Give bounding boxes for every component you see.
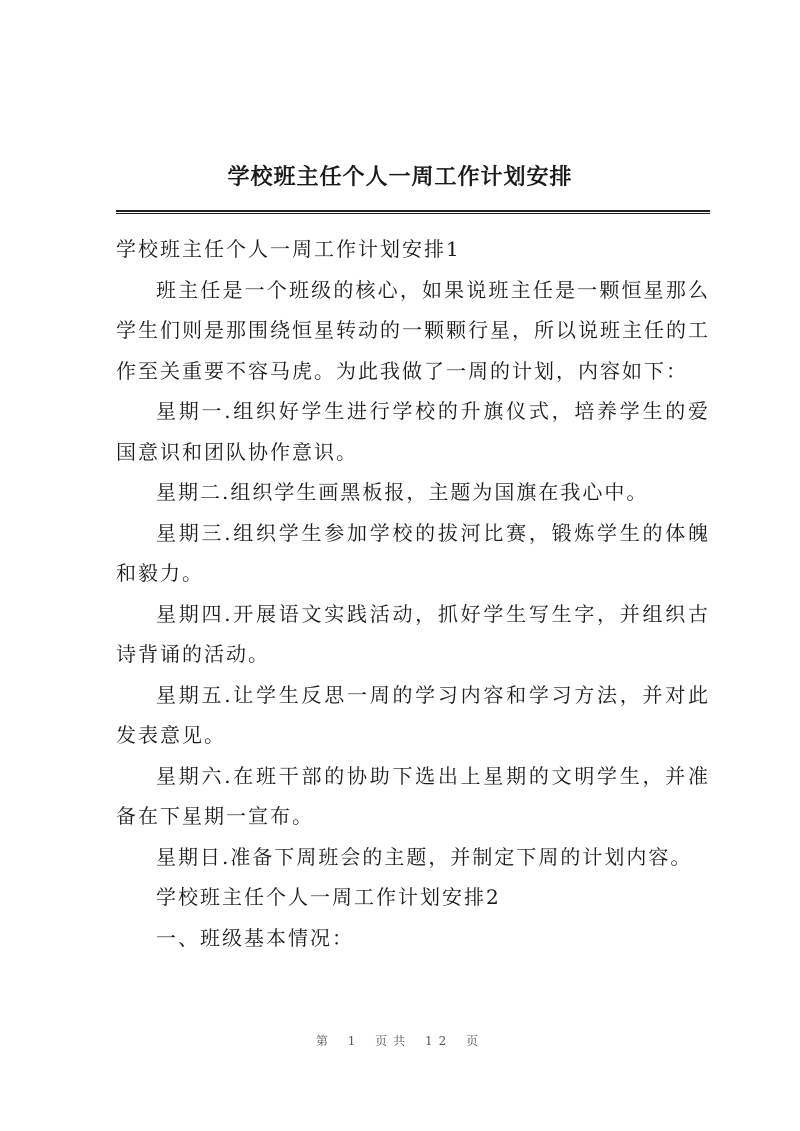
- plan-wednesday: 星期三.组织学生参加学校的拔河比赛，锻炼学生的体魄和毅力。: [116, 520, 710, 585]
- section-heading-1: 学校班主任个人一周工作计划安排1: [116, 237, 461, 261]
- title-divider: [116, 210, 710, 214]
- intro-paragraph: 班主任是一个班级的核心，如果说班主任是一颗恒星那么学生们则是那围绕恒星转动的一颗颗行星，所以说班主任的工作至关重要不容马虎。为此我做了一周的计划，内容如下：: [116, 277, 710, 383]
- document-title: 学校班主任个人一周工作计划安排: [227, 164, 573, 190]
- section-heading-2: 学校班主任个人一周工作计划安排2: [156, 885, 501, 909]
- document-body: [116, 229, 710, 958]
- plan-saturday: 星期六.在班干部的协助下选出上星期的文明学生，并准备在下星期一宣布。: [116, 763, 710, 828]
- plan-monday: 星期一.组织好学生进行学校的升旗仪式，培养学生的爱国意识和团队协作意识。: [116, 399, 710, 464]
- plan-thursday: 星期四.开展语文实践活动，抓好学生写生字，并组织古诗背诵的活动。: [116, 601, 710, 666]
- plan-tuesday: 星期二.组织学生画黑板报，主题为国旗在我心中。: [156, 480, 649, 504]
- plan-sunday: 星期日.准备下周班会的主题，并制定下周的计划内容。: [156, 844, 693, 869]
- subsection-heading: 一、班级基本情况：: [156, 925, 354, 950]
- plan-friday: 星期五.让学生反思一周的学习内容和学习方法，并对此发表意见。: [116, 682, 710, 747]
- page-number-footer: 第 1 页共 12 页: [315, 1034, 485, 1048]
